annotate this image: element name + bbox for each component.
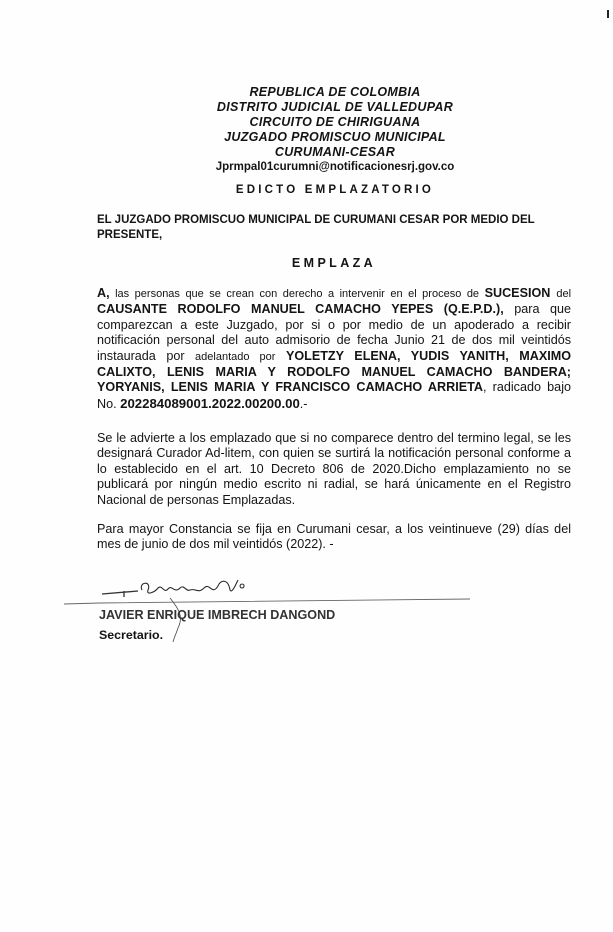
case-number: 202284089001.2022.00200.00 [120, 395, 300, 411]
court-email: Jprmpal01curumni@notificacionesrj.gov.co [215, 161, 455, 173]
signature-block [60, 572, 480, 642]
header-line-circuit: CIRCUITO DE CHIRIGUANA [249, 115, 421, 129]
deceased-name: CAUSANTE RODOLFO MANUEL CAMACHO YEPES (Q.E.P.D.), [97, 302, 504, 317]
parties-names: YOLETZY ELENA, YUDIS YANITH, MAXIMO CALIXTO, LENIS MARIA Y RODOLFO MANUEL CAMACHO BANDERA; YORYANIS, LENIS MARIA Y FRANCISCO CAMACHO ARRIETA [97, 348, 572, 395]
paragraph-text-1: las personas que se crean con derecho a intervenir en el proceso de [109, 288, 485, 300]
paragraph-constancia: Para mayor Constancia se fija en Curumani cesar, a los veintinueve (29) días del mes de junio de dos mil veintidós (2022). - [97, 522, 571, 552]
header-line-country: REPUBLICA DE COLOMBIA [249, 85, 421, 99]
paragraph-summons [97, 286, 571, 412]
paragraph-lead: A, [97, 286, 110, 300]
paragraph-text-4: .- [299, 396, 308, 411]
paragraph-text-3: , radicado bajo No. [97, 380, 571, 411]
paragraph-adelantado: adelantado por [195, 350, 276, 363]
signer-name: JAVIER ENRIQUE IMBRECH DANGOND [99, 608, 336, 622]
header-line-court: JUZGADO PROMISCUO MUNICIPAL [224, 130, 446, 144]
emplaza-title: EMPLAZA [291, 256, 377, 270]
header-line-location: CURUMANI-CESAR [274, 145, 396, 159]
edicto-title: EDICTO EMPLAZATORIO [235, 184, 435, 196]
signer-title: Secretario. [99, 628, 164, 642]
header-line-district: DISTRITO JUDICIAL DE VALLEDUPAR [216, 100, 454, 114]
paragraph-warning: Se le advierte a los emplazado que si no comparece dentro del termino legal, se les designará Curador Ad-litem, con quien se surtirá la notificación personal conforme a lo establecido en el art. 10 Decreto 806 de 2020.Dicho emplazamiento no se publicará por ningún medio escrito ni radial, se hará únicamente en el Registro Nacional de personas Emplazadas. [97, 431, 571, 507]
intro-text: EL JUZGADO PROMISCUO MUNICIPAL DE CURUMANI CESAR POR MEDIO DEL PRESENTE, [97, 214, 535, 241]
scan-edge-mark [607, 10, 609, 18]
paragraph-del: del [556, 288, 572, 300]
process-type: SUCESION [484, 286, 551, 300]
paragraph-text-2: para que comparezcan a este Juzgado, por si o por medio de un apoderado a recibir notificación personal del auto admisorio de fecha Junio 21 de dos mil veintidós instaurada por [97, 302, 572, 363]
court-header [150, 85, 520, 175]
